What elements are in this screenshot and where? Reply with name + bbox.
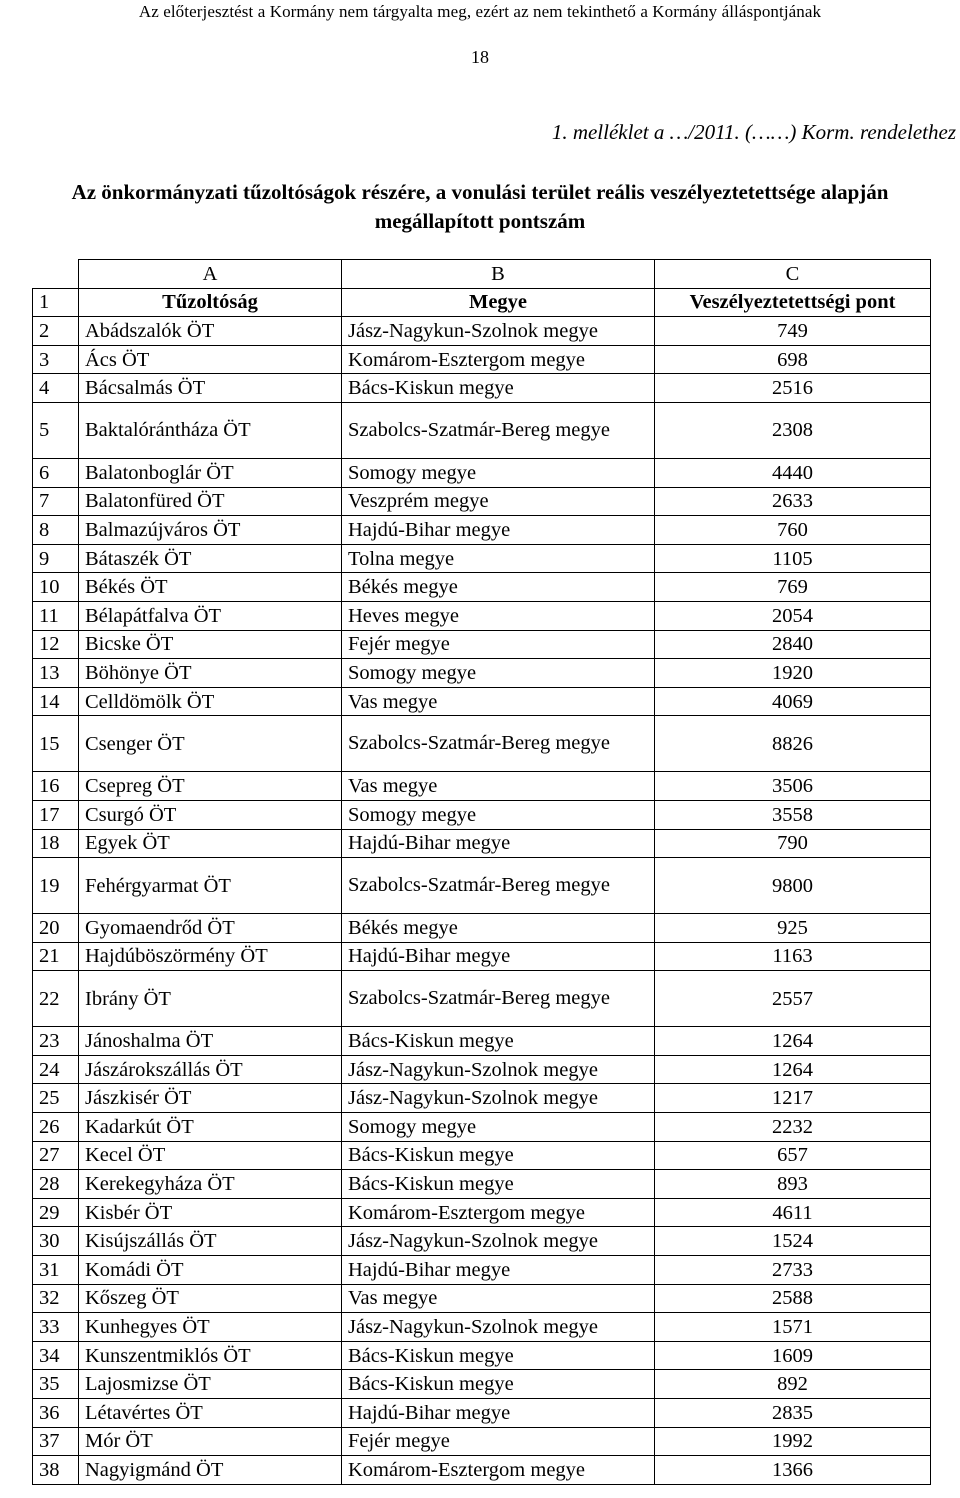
- fire-station-name: Fehérgyarmat ÖT: [79, 858, 342, 914]
- fire-station-points-table: [32, 259, 931, 1485]
- row-number: 5: [33, 402, 79, 458]
- row-number: 14: [33, 687, 79, 716]
- table-row: [33, 487, 931, 516]
- fire-station-name: Kisújszállás ÖT: [79, 1227, 342, 1256]
- row-number: 23: [33, 1027, 79, 1056]
- county-name: Jász-Nagykun-Szolnok megye: [342, 1227, 655, 1256]
- row-number: 11: [33, 601, 79, 630]
- table-row: [33, 1084, 931, 1113]
- row-number: 17: [33, 800, 79, 829]
- document-title-line-1: Az önkormányzati tűzoltóságok részére, a vonulási terület reális veszélyeztetettsége alapján: [71, 180, 889, 204]
- fire-station-name: Kerekegyháza ÖT: [79, 1170, 342, 1199]
- county-name: Tolna megye: [342, 544, 655, 573]
- row-number: 8: [33, 516, 79, 545]
- county-name: Komárom-Esztergom megye: [342, 345, 655, 374]
- risk-points: 1920: [655, 659, 931, 688]
- county-name: Bács-Kiskun megye: [342, 1170, 655, 1199]
- table-row: [33, 402, 931, 458]
- table-row: [33, 573, 931, 602]
- row-number: 7: [33, 487, 79, 516]
- fire-station-name: Nagyigmánd ÖT: [79, 1456, 342, 1485]
- county-name: Veszprém megye: [342, 487, 655, 516]
- county-name: Bács-Kiskun megye: [342, 374, 655, 403]
- risk-points: 749: [655, 317, 931, 346]
- table-row: [33, 1256, 931, 1285]
- table-row: [33, 716, 931, 772]
- risk-points: 1217: [655, 1084, 931, 1113]
- header-row-number: 1: [33, 288, 79, 317]
- county-name: Jász-Nagykun-Szolnok megye: [342, 317, 655, 346]
- fire-station-name: Mór ÖT: [79, 1427, 342, 1456]
- risk-points: 2232: [655, 1113, 931, 1142]
- document-title: [0, 178, 960, 236]
- county-name: Bács-Kiskun megye: [342, 1027, 655, 1056]
- table-row: [33, 971, 931, 1027]
- fire-station-name: Abádszalók ÖT: [79, 317, 342, 346]
- county-name: Somogy megye: [342, 800, 655, 829]
- row-number: 32: [33, 1284, 79, 1313]
- row-number: 26: [33, 1113, 79, 1142]
- fire-station-name: Hajdúböszörmény ÖT: [79, 942, 342, 971]
- column-header-row: [33, 288, 931, 317]
- annex-reference: 1. melléklet a …/2011. (……) Korm. rendelethez: [551, 120, 956, 144]
- county-name: Fejér megye: [342, 630, 655, 659]
- county-name: Bács-Kiskun megye: [342, 1370, 655, 1399]
- fire-station-name: Balatonfüred ÖT: [79, 487, 342, 516]
- row-number: 15: [33, 716, 79, 772]
- fire-station-name: Bicske ÖT: [79, 630, 342, 659]
- table-row: [33, 829, 931, 858]
- table-row: [33, 1399, 931, 1428]
- county-name: Hajdú-Bihar megye: [342, 829, 655, 858]
- risk-points: 1264: [655, 1055, 931, 1084]
- county-name: Hajdú-Bihar megye: [342, 1256, 655, 1285]
- table-row: [33, 544, 931, 573]
- table-row: [33, 374, 931, 403]
- row-number: 16: [33, 772, 79, 801]
- row-number: 9: [33, 544, 79, 573]
- row-number: 6: [33, 458, 79, 487]
- risk-points: 1609: [655, 1341, 931, 1370]
- row-number: 25: [33, 1084, 79, 1113]
- county-name: Vas megye: [342, 772, 655, 801]
- county-name: Somogy megye: [342, 458, 655, 487]
- table-row: [33, 914, 931, 943]
- fire-station-name: Kecel ÖT: [79, 1141, 342, 1170]
- county-name: Hajdú-Bihar megye: [342, 942, 655, 971]
- row-number: 18: [33, 829, 79, 858]
- fire-station-name: Létavértes ÖT: [79, 1399, 342, 1428]
- fire-station-name: Békés ÖT: [79, 573, 342, 602]
- table-row: [33, 1313, 931, 1342]
- county-name: Komárom-Esztergom megye: [342, 1456, 655, 1485]
- county-name: Somogy megye: [342, 1113, 655, 1142]
- fire-station-name: Lajosmizse ÖT: [79, 1370, 342, 1399]
- row-number: 22: [33, 971, 79, 1027]
- risk-points: 760: [655, 516, 931, 545]
- county-name: Jász-Nagykun-Szolnok megye: [342, 1313, 655, 1342]
- row-number: 10: [33, 573, 79, 602]
- risk-points: 2308: [655, 402, 931, 458]
- row-number: 13: [33, 659, 79, 688]
- county-name: Jász-Nagykun-Szolnok megye: [342, 1055, 655, 1084]
- row-number: 12: [33, 630, 79, 659]
- risk-points: 2516: [655, 374, 931, 403]
- risk-points: 2733: [655, 1256, 931, 1285]
- county-name: Komárom-Esztergom megye: [342, 1198, 655, 1227]
- table-row: [33, 1341, 931, 1370]
- fire-station-name: Balmazújváros ÖT: [79, 516, 342, 545]
- county-name: Bács-Kiskun megye: [342, 1141, 655, 1170]
- fire-station-name: Kisbér ÖT: [79, 1198, 342, 1227]
- table-row: [33, 1027, 931, 1056]
- county-name: Hajdú-Bihar megye: [342, 516, 655, 545]
- row-number: 29: [33, 1198, 79, 1227]
- risk-points: 657: [655, 1141, 931, 1170]
- row-number: 3: [33, 345, 79, 374]
- risk-points: 1524: [655, 1227, 931, 1256]
- row-number: 35: [33, 1370, 79, 1399]
- fire-station-name: Ibrány ÖT: [79, 971, 342, 1027]
- row-number: 4: [33, 374, 79, 403]
- header-risk-points: Veszélyeztetettségi pont: [655, 288, 931, 317]
- table-row: [33, 858, 931, 914]
- row-number: 2: [33, 317, 79, 346]
- risk-points: 698: [655, 345, 931, 374]
- row-number: 28: [33, 1170, 79, 1199]
- risk-points: 1992: [655, 1427, 931, 1456]
- corner-cell: [33, 260, 79, 289]
- county-name: Szabolcs-Szatmár-Bereg megye: [342, 971, 655, 1027]
- table-row: [33, 1141, 931, 1170]
- fire-station-name: Csenger ÖT: [79, 716, 342, 772]
- county-name: Bács-Kiskun megye: [342, 1341, 655, 1370]
- risk-points: 3558: [655, 800, 931, 829]
- risk-points: 4069: [655, 687, 931, 716]
- fire-station-name: Csepreg ÖT: [79, 772, 342, 801]
- document-title-line-2: megállapított pontszám: [374, 209, 586, 233]
- fire-station-name: Balatonboglár ÖT: [79, 458, 342, 487]
- row-number: 37: [33, 1427, 79, 1456]
- risk-points: 1105: [655, 544, 931, 573]
- risk-points: 1571: [655, 1313, 931, 1342]
- row-number: 21: [33, 942, 79, 971]
- risk-points: 893: [655, 1170, 931, 1199]
- table-row: [33, 942, 931, 971]
- fire-station-name: Jászkisér ÖT: [79, 1084, 342, 1113]
- risk-points: 4611: [655, 1198, 931, 1227]
- risk-points: 769: [655, 573, 931, 602]
- fire-station-name: Egyek ÖT: [79, 829, 342, 858]
- fire-station-name: Jánoshalma ÖT: [79, 1027, 342, 1056]
- fire-station-name: Kőszeg ÖT: [79, 1284, 342, 1313]
- fire-station-name: Kunszentmiklós ÖT: [79, 1341, 342, 1370]
- risk-points: 2557: [655, 971, 931, 1027]
- risk-points: 4440: [655, 458, 931, 487]
- risk-points: 790: [655, 829, 931, 858]
- row-number: 33: [33, 1313, 79, 1342]
- fire-station-name: Ács ÖT: [79, 345, 342, 374]
- table-row: [33, 601, 931, 630]
- table-row: [33, 687, 931, 716]
- fire-station-name: Kadarkút ÖT: [79, 1113, 342, 1142]
- table-row: [33, 345, 931, 374]
- fire-station-name: Bélapátfalva ÖT: [79, 601, 342, 630]
- risk-points: 2588: [655, 1284, 931, 1313]
- county-name: Szabolcs-Szatmár-Bereg megye: [342, 402, 655, 458]
- table-row: [33, 772, 931, 801]
- risk-points: 1163: [655, 942, 931, 971]
- table-row: [33, 1427, 931, 1456]
- fire-station-name: Bátaszék ÖT: [79, 544, 342, 573]
- row-number: 36: [33, 1399, 79, 1428]
- fire-station-name: Kunhegyes ÖT: [79, 1313, 342, 1342]
- table-row: [33, 1055, 931, 1084]
- fire-station-name: Komádi ÖT: [79, 1256, 342, 1285]
- table-row: [33, 516, 931, 545]
- column-letter-row: [33, 260, 931, 289]
- county-name: Somogy megye: [342, 659, 655, 688]
- fire-station-name: Celldömölk ÖT: [79, 687, 342, 716]
- table-row: [33, 630, 931, 659]
- risk-points: 2054: [655, 601, 931, 630]
- header-fire-station: Tűzoltóság: [79, 288, 342, 317]
- risk-points: 9800: [655, 858, 931, 914]
- fire-station-name: Csurgó ÖT: [79, 800, 342, 829]
- risk-points: 925: [655, 914, 931, 943]
- county-name: Jász-Nagykun-Szolnok megye: [342, 1084, 655, 1113]
- risk-points: 1264: [655, 1027, 931, 1056]
- table-row: [33, 1456, 931, 1485]
- fire-station-name: Baktalórántháza ÖT: [79, 402, 342, 458]
- header-notice: Az előterjesztést a Kormány nem tárgyalta meg, ezért az nem tekinthető a Kormány álláspontjának: [138, 2, 822, 21]
- column-letter-b: B: [342, 260, 655, 289]
- table-row: [33, 659, 931, 688]
- row-number: 34: [33, 1341, 79, 1370]
- county-name: Békés megye: [342, 914, 655, 943]
- table-row: [33, 1113, 931, 1142]
- column-letter-a: A: [79, 260, 342, 289]
- table-row: [33, 317, 931, 346]
- column-letter-c: C: [655, 260, 931, 289]
- county-name: Szabolcs-Szatmár-Bereg megye: [342, 716, 655, 772]
- row-number: 30: [33, 1227, 79, 1256]
- header-county: Megye: [342, 288, 655, 317]
- risk-points: 2633: [655, 487, 931, 516]
- row-number: 27: [33, 1141, 79, 1170]
- row-number: 24: [33, 1055, 79, 1084]
- table-row: [33, 1370, 931, 1399]
- row-number: 20: [33, 914, 79, 943]
- county-name: Békés megye: [342, 573, 655, 602]
- fire-station-name: Bácsalmás ÖT: [79, 374, 342, 403]
- county-name: Fejér megye: [342, 1427, 655, 1456]
- risk-points: 8826: [655, 716, 931, 772]
- risk-points: 1366: [655, 1456, 931, 1485]
- table-row: [33, 1227, 931, 1256]
- table-row: [33, 1170, 931, 1199]
- risk-points: 2835: [655, 1399, 931, 1428]
- county-name: Hajdú-Bihar megye: [342, 1399, 655, 1428]
- county-name: Vas megye: [342, 1284, 655, 1313]
- row-number: 31: [33, 1256, 79, 1285]
- risk-points: 3506: [655, 772, 931, 801]
- risk-points: 892: [655, 1370, 931, 1399]
- table-row: [33, 800, 931, 829]
- table-row: [33, 458, 931, 487]
- row-number: 38: [33, 1456, 79, 1485]
- fire-station-name: Jászárokszállás ÖT: [79, 1055, 342, 1084]
- county-name: Heves megye: [342, 601, 655, 630]
- page-number: 18: [471, 47, 489, 67]
- fire-station-name: Gyomaendrőd ÖT: [79, 914, 342, 943]
- county-name: Vas megye: [342, 687, 655, 716]
- table-row: [33, 1198, 931, 1227]
- risk-points: 2840: [655, 630, 931, 659]
- row-number: 19: [33, 858, 79, 914]
- table-row: [33, 1284, 931, 1313]
- fire-station-name: Böhönye ÖT: [79, 659, 342, 688]
- county-name: Szabolcs-Szatmár-Bereg megye: [342, 858, 655, 914]
